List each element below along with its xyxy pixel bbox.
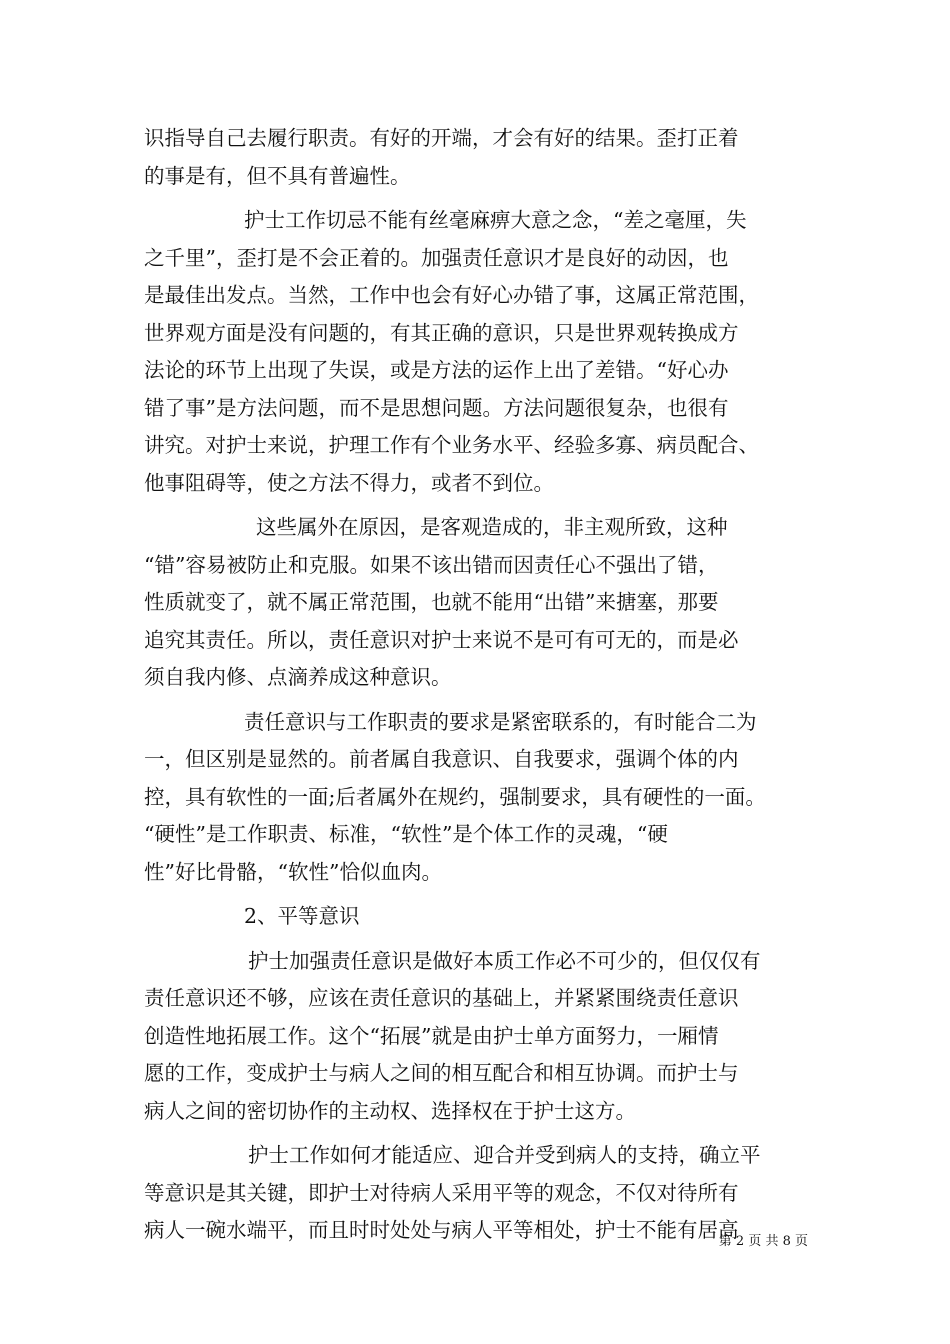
text-line: 控，具有软性的一面;后者属外在规约，强制要求，具有硬性的一面。	[144, 784, 766, 809]
text-line: 性”好比骨骼，“软性”恰似血肉。	[144, 859, 442, 884]
text-line: 是最佳出发点。当然，工作中也会有好心办错了事，这属正常范围，	[144, 283, 759, 307]
paragraph-5	[144, 943, 808, 1131]
text-line: 病人之间的密切协作的主动权、选择权在于护士这方。	[144, 1098, 636, 1123]
text-line: 之千里”，歪打是不会正着的。加强责任意识才是良好的动因，也	[144, 245, 729, 270]
text-line: 一，但区别是显然的。前者属自我意识、自我要求，强调个体的内	[144, 747, 739, 771]
text-line: 世界观方面是没有问题的，有其正确的意识，只是世界观转换成方	[144, 320, 739, 345]
page-number-footer: 第 2 页 共 8 页	[718, 1234, 808, 1249]
text-line: 这些属外在原因，是客观造成的，非主观所致，这种	[256, 515, 728, 539]
text-line: 识指导自己去履行职责。有好的开端，才会有好的结果。歪打正着	[144, 126, 739, 150]
paragraph-3	[144, 509, 808, 697]
text-line: 讲究。对护士来说，护理工作有个业务水平、经验多寡、病员配合、	[144, 433, 759, 457]
text-line: 护士工作切忌不能有丝毫麻痹大意之念，“差之毫厘，失	[244, 208, 747, 232]
text-line: 性质就变了，就不属正常范围，也就不能用“出错”来搪塞，那要	[144, 590, 719, 614]
text-line: 的事是有，但不具有普遍性。	[144, 163, 411, 188]
text-line: 责任意识与工作职责的要求是紧密联系的，有时能合二为	[244, 709, 757, 734]
text-line: 他事阻碍等，使之方法不得力，或者不到位。	[144, 470, 554, 495]
paragraph-2	[144, 202, 808, 502]
text-line: 追究其责任。所以，责任意识对护士来说不是可有可无的，而是必	[144, 627, 739, 652]
paragraph-6	[144, 1137, 808, 1250]
text-line: 护士工作如何才能适应、迎合并受到病人的支持，确立平	[248, 1143, 761, 1167]
section-heading-text: 2、平等意识	[244, 904, 360, 928]
text-line: 须自我内修、点滴养成这种意识。	[144, 665, 452, 689]
text-line: 病人一碗水端平，而且时时处处与病人平等相处，护士不能有居高	[144, 1218, 739, 1242]
text-line: 愿的工作，变成护士与病人之间的相互配合和相互协调。而护士与	[144, 1061, 739, 1085]
text-line: 创造性地拓展工作。这个“拓展”就是由护士单方面努力，一厢情	[144, 1023, 719, 1048]
text-line: “硬性”是工作职责、标准，“软性”是个体工作的灵魂，“硬	[144, 822, 668, 846]
text-line: 责任意识还不够，应该在责任意识的基础上，并紧紧围绕责任意识	[144, 986, 739, 1010]
paragraph-4	[144, 704, 808, 892]
body-text	[144, 120, 808, 1250]
text-line: 错了事”是方法问题，而不是思想问题。方法问题很复杂，也很有	[144, 395, 729, 420]
text-line: 护士加强责任意识是做好本质工作必不可少的，但仅仅有	[248, 948, 761, 973]
paragraph-1	[144, 120, 808, 195]
text-line: 等意识是其关键，即护士对待病人采用平等的观念，不仅对待所有	[144, 1180, 739, 1205]
text-line: 法论的环节上出现了失误，或是方法的运作上出了差错。“好心办	[144, 358, 729, 382]
text-line: “错”容易被防止和克服。如果不该出错而因责任心不强出了错，	[144, 552, 719, 577]
section-heading	[144, 898, 808, 936]
